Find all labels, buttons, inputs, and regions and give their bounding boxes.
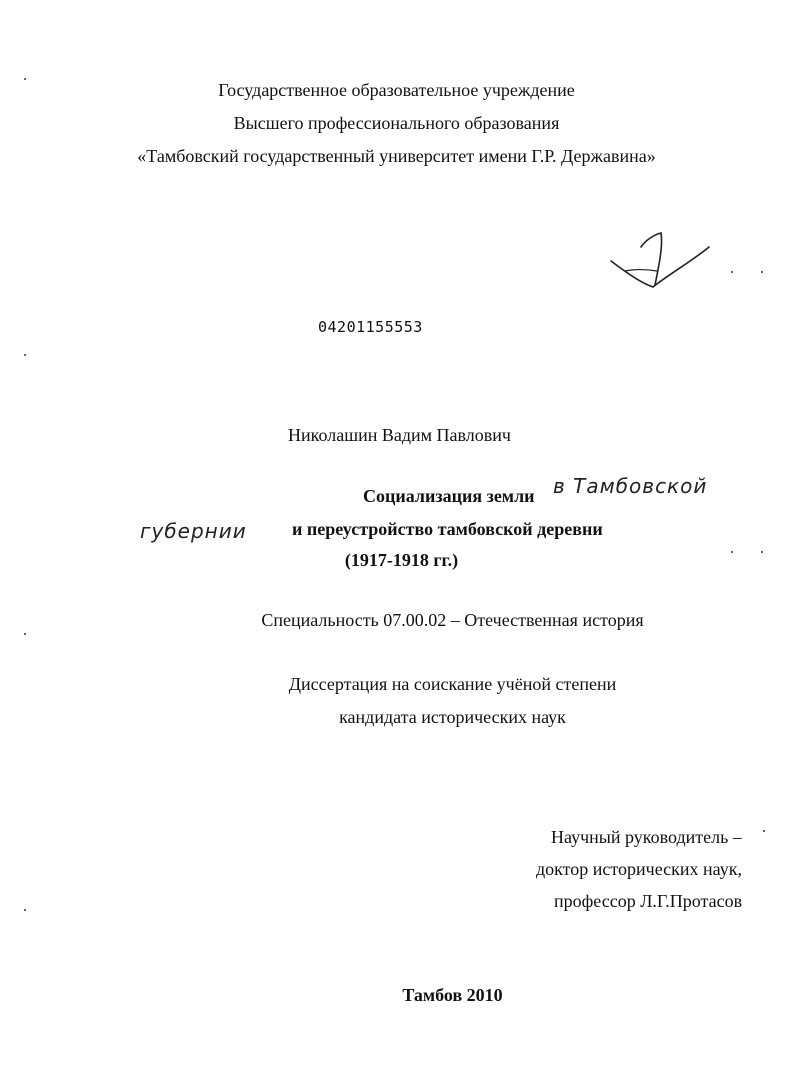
institution-line-2: Высшего профессионального образования <box>233 113 560 133</box>
institution-line-3: «Тамбовский государственный университет имени Г.Р. Державина» <box>137 146 656 166</box>
scan-speck <box>761 271 763 273</box>
scan-speck <box>24 909 26 911</box>
author-name: Николашин Вадим Павлович <box>288 425 511 445</box>
advisor-line-1: Научный руководитель – <box>551 827 742 847</box>
handwritten-insert-left: губернии <box>140 519 247 543</box>
title-line-3: (1917-1918 гг.) <box>344 550 459 570</box>
dissertation-line-2: кандидата исторических наук <box>339 707 566 727</box>
advisor-line-2: доктор исторических наук, <box>536 859 742 879</box>
dissertation-line-1: Диссертация на соискание учёной степени <box>288 674 617 694</box>
advisor-line-3: профессор Л.Г.Протасов <box>554 891 743 911</box>
specialty: Специальность 07.00.02 – Отечественная история <box>261 610 644 630</box>
scan-speck <box>24 354 26 356</box>
scan-speck <box>763 830 765 832</box>
title-line-1: Социализация земли <box>363 486 535 506</box>
scan-speck <box>731 271 733 273</box>
signature-mark <box>605 225 715 295</box>
scan-speck <box>24 633 26 635</box>
handwritten-insert-right: в Тамбовской <box>553 474 708 498</box>
title-line-2: и переустройство тамбовской деревни <box>292 519 603 539</box>
institution-line-1: Государственное образовательное учреждение <box>218 80 575 100</box>
archive-code: 04201155553 <box>318 318 423 336</box>
city-year: Тамбов 2010 <box>402 985 503 1005</box>
